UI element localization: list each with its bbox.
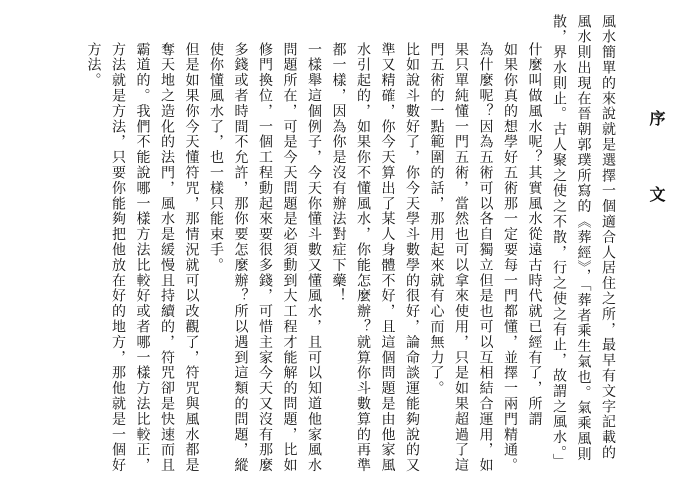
paragraph-5: 一樣舉這個例子，今天你懂斗數又懂風水，且可以知道他家風水問題所在，可是今天問題是必須動到大工程才能解的問題，比如修門換位，一個工程動起來要很多錢，可惜主家今天又沒有那麼多錢或者時間不允許，那你要怎麼辦？所以遇到這類的問題，縱使你懂風水了，也一樣只能束手。: [208, 42, 322, 474]
paragraph-3: 如果你真的想學好五術那一定要每一門都懂，並擇一兩門精通。為什麼呢？因為五術可以各自獨立但是也可以互相結合運用，如果只單純懂一門五術，當然也可以拿來使用，只是如果超過了這門五術的一點範圍的話，那用起來就有心而無力了。: [428, 42, 518, 474]
paragraph-2: 什麼叫做風水呢？其實風水從遠古時代就已經有了，所謂: [526, 42, 543, 427]
paragraph-1: 風水簡單的來說就是選擇一個適合人居住之所，最早有文字記載的風水則出現在晉朝郭璞所寫的《葬經》，「葬者乘生氣也。氣乘風則散，界水則止。古人聚之使之不散，行之使之有止，故謂之風水。」: [551, 14, 616, 469]
page-title: 序 文: [647, 110, 666, 224]
paragraph-6: 但是如果你今天懂符咒，那情況就可以改觀了，符咒與風水都是奪天地之造化的法門，風水是緩慢且持續的，符咒卻是快速而且霸道的。我們不能說哪一樣方法比較好或者哪一樣方法比較正，方法就是方法，只要你能夠把他放在好的地方，那他就是一個好方法。: [85, 42, 200, 474]
preface-body: [0, 14, 620, 474]
paragraph-4: 比如說斗數好了，你今天學斗數學的很好，論命談運能夠說的又準又精確，你今天算出了某人身體不好，且這個問題是由他家風水引起的，如果你不懂風水，你能怎麼辦？就算你斗數算的再準都一樣，因為你是沒有辦法對症下藥！: [330, 42, 420, 474]
